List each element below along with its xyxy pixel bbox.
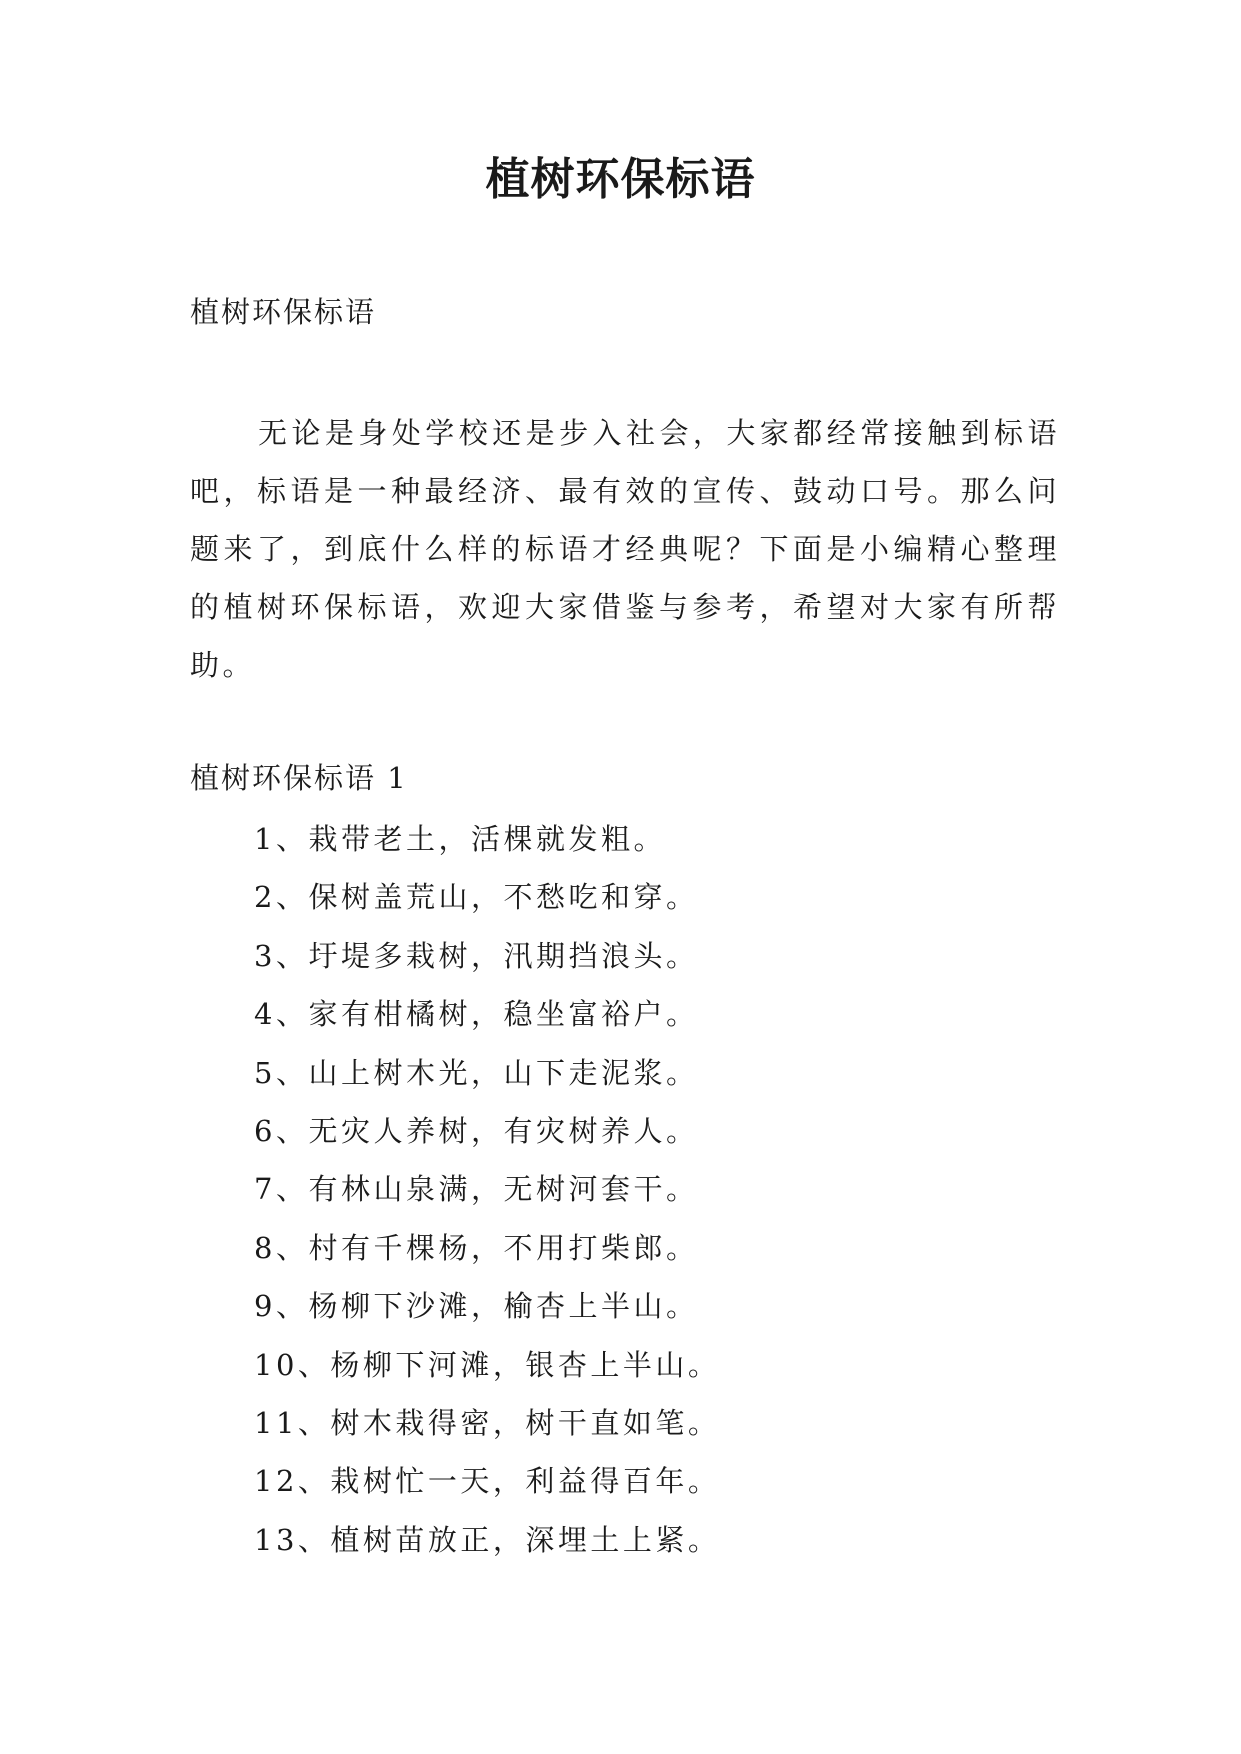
slogan-list (254, 810, 720, 1569)
section-heading: 植树环保标语 1 (190, 761, 408, 795)
slogan-item: 7、有林山泉满，无树河套干。 (254, 1172, 699, 1207)
slogan-item: 10、杨柳下河滩，银杏上半山。 (254, 1347, 721, 1382)
slogan-item: 1、栽带老土，活棵就发粗。 (254, 822, 666, 856)
intro-paragraph: 无论是身处学校还是步入社会，大家都经常接触到标语吧，标语是一种最经济、最有效的宣传、鼓动口号。那么问题来了，到底什么样的标语才经典呢？下面是小编精心整理的植树环保标语，欢迎大家借鉴与参考，希望对大家有所帮助。 (190, 416, 1060, 682)
slogan-item: 3、圩堤多栽树，汛期挡浪头。 (254, 938, 699, 973)
slogan-item: 13、植树苗放正，深埋土上紧。 (254, 1522, 721, 1557)
slogan-item: 6、无灾人养树，有灾树养人。 (254, 1114, 699, 1149)
slogan-item: 12、栽树忙一天，利益得百年。 (254, 1464, 721, 1499)
slogan-item: 2、保树盖荒山，不愁吃和穿。 (254, 880, 699, 915)
slogan-item: 11、树木栽得密，树干直如笔。 (254, 1406, 721, 1441)
slogan-item: 8、村有千棵杨，不用打柴郎。 (254, 1230, 699, 1265)
document-title: 植树环保标语 (485, 154, 756, 205)
slogan-item: 4、家有柑橘树，稳坐富裕户。 (254, 997, 699, 1032)
slogan-item: 5、山上树木光，山下走泥浆。 (254, 1055, 699, 1090)
slogan-item: 9、杨柳下沙滩，榆杏上半山。 (254, 1289, 699, 1324)
document-subtitle: 植树环保标语 (190, 295, 377, 329)
